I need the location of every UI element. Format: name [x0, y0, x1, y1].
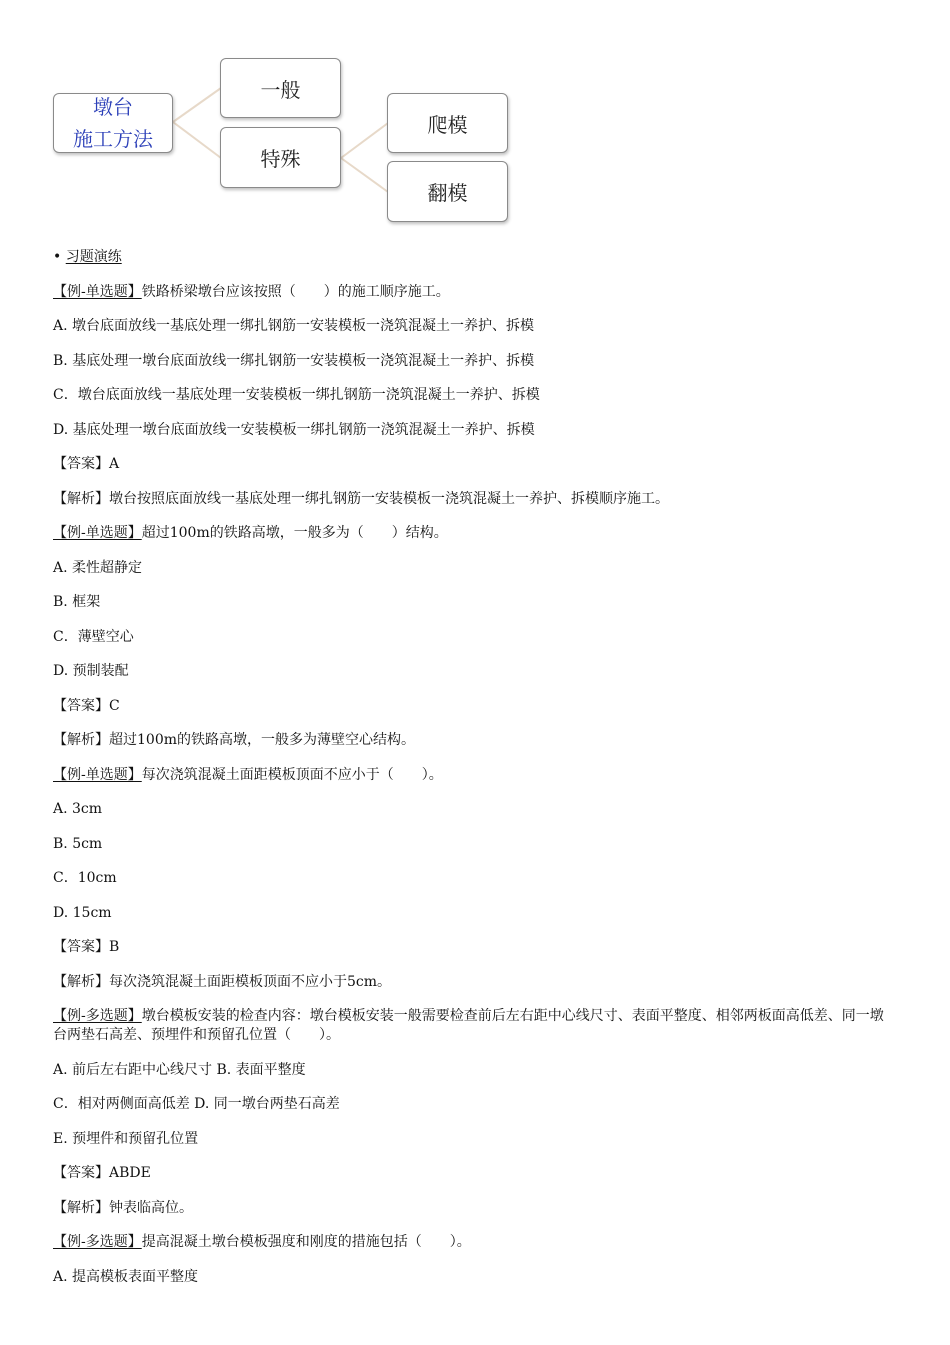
- section-title: 习题演练: [65, 249, 122, 265]
- q5-stem-line: [53, 1233, 471, 1251]
- node-flip: 翻模: [387, 161, 508, 222]
- q4-option-e: E. 预埋件和预留孔位置: [53, 1131, 199, 1147]
- q2-option-c: C．薄壁空心: [53, 629, 134, 645]
- connector-root-special: [173, 122, 221, 158]
- q2-option-a: A. 柔性超静定: [53, 560, 143, 576]
- q3-option-d: D. 15cm: [53, 905, 112, 921]
- q2-analysis: 【解析】超过100m的铁路高墩，一般多为薄壁空心结构。: [53, 732, 415, 748]
- node-root-line1: 墩台: [93, 95, 133, 119]
- q3-tag: 【例-单选题】: [53, 767, 142, 783]
- q4-stem: 墩台模板安装的检查内容：墩台模板安装一般需要检查前后左右距中心线尺寸、表面平整度、相邻两板面高低差、同一墩台两垫石高差、预埋件和预留孔位置（ ）。: [53, 1008, 884, 1043]
- node-root: [53, 93, 173, 153]
- q1-answer: 【答案】A: [53, 456, 120, 472]
- q4-answer: 【答案】ABDE: [53, 1165, 151, 1181]
- q5-option-a: A. 提高模板表面平整度: [53, 1269, 199, 1285]
- q2-tag: 【例-单选题】: [53, 525, 142, 541]
- q4-analysis: 【解析】钟表临高位。: [53, 1200, 193, 1216]
- q2-option-b: B. 框架: [53, 594, 101, 610]
- q1-stem-line: [53, 283, 450, 301]
- node-root-line2: 施工方法: [73, 127, 153, 151]
- q1-option-c: C．墩台底面放线一基底处理一安装模板一绑扎钢筋一浇筑混凝土一养护、拆模: [53, 387, 540, 403]
- q3-stem-line: [53, 766, 443, 784]
- q2-stem-line: [53, 524, 448, 542]
- q5-stem: 提高混凝土墩台模板强度和刚度的措施包括（ ）。: [141, 1234, 471, 1250]
- q3-option-c: C．10cm: [53, 870, 117, 886]
- q1-option-d: D. 基底处理一墩台底面放线一安装模板一绑扎钢筋一浇筑混凝土一养护、拆模: [53, 422, 535, 438]
- q2-stem: 超过100m的铁路高墩，一般多为（ ）结构。: [141, 525, 448, 541]
- section-heading: [53, 248, 122, 266]
- q3-option-b: B. 5cm: [53, 836, 103, 852]
- q3-analysis: 【解析】每次浇筑混凝土面距模板顶面不应小于5cm。: [53, 974, 392, 990]
- bullet: •: [53, 249, 62, 265]
- connector-special-flip: [341, 158, 388, 192]
- q1-stem: 铁路桥梁墩台应该按照（ ）的施工顺序施工。: [141, 284, 450, 300]
- q3-stem: 每次浇筑混凝土面距模板顶面不应小于（ ）。: [141, 767, 443, 783]
- q4-option-cd: C．相对两侧面高低差 D. 同一墩台两垫石高差: [53, 1096, 340, 1112]
- q4-option-ab: A. 前后左右距中心线尺寸 B. 表面平整度: [53, 1062, 306, 1078]
- q1-option-a: A. 墩台底面放线一基底处理一绑扎钢筋一安装模板一浇筑混凝土一养护、拆模: [53, 318, 535, 334]
- q4-stem-line: [53, 1007, 893, 1045]
- connector-root-general: [173, 88, 221, 122]
- connector-special-climb: [341, 123, 388, 158]
- q2-option-d: D. 预制装配: [53, 663, 129, 679]
- node-general: 一般: [220, 58, 341, 118]
- node-climb: 爬模: [387, 93, 508, 153]
- q4-tag: 【例-多选题】: [53, 1008, 142, 1024]
- method-diagram: [0, 0, 950, 240]
- q5-tag: 【例-多选题】: [53, 1234, 142, 1250]
- node-special: 特殊: [220, 127, 341, 188]
- q1-tag: 【例-单选题】: [53, 284, 142, 300]
- q1-analysis: 【解析】墩台按照底面放线一基底处理一绑扎钢筋一安装模板一浇筑混凝土一养护、拆模顺序施工。: [53, 491, 669, 507]
- q2-answer: 【答案】C: [53, 698, 120, 714]
- q3-answer: 【答案】B: [53, 939, 120, 955]
- q3-option-a: A. 3cm: [53, 801, 103, 817]
- q1-option-b: B. 基底处理一墩台底面放线一绑扎钢筋一安装模板一浇筑混凝土一养护、拆模: [53, 353, 535, 369]
